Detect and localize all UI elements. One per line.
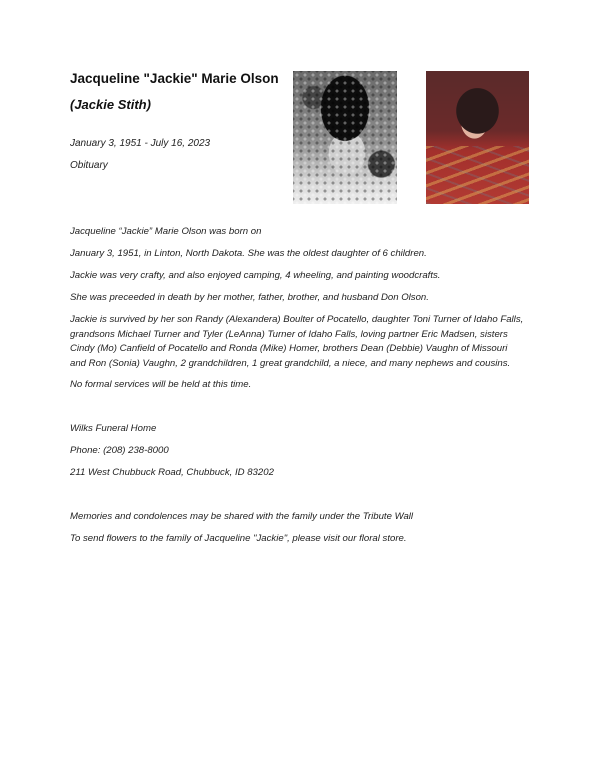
obituary-hobbies: Jackie was very crafty, and also enjoyed camping, 4 wheeling, and painting woodcrafts. — [70, 270, 441, 281]
survived-line: grandsons Michael Turner and Tyler (LeAnna) Turner of Idaho Falls, loving partner Eric Madsen, sisters — [70, 328, 508, 340]
funeral-home-name: Wilks Funeral Home — [70, 423, 157, 434]
deceased-alias: (Jackie Stith) — [70, 97, 151, 112]
funeral-home-address: 211 West Chubbuck Road, Chubbuck, ID 83202 — [70, 467, 274, 478]
floral-store-note: To send flowers to the family of Jacqueline "Jackie", please visit our floral store. — [70, 533, 407, 544]
portrait-photo-black-white — [293, 71, 397, 204]
survived-line: Jackie is survived by her son Randy (Alexandera) Boulter of Pocatello, daughter Toni Turner of Idaho Falls, — [70, 314, 524, 325]
obituary-survived-by — [70, 313, 530, 371]
tribute-wall-note: Memories and condolences may be shared with the family under the Tribute Wall — [70, 511, 414, 522]
obituary-born-intro: Jacqueline “Jackie” Marie Olson was born on — [70, 226, 262, 237]
document-type: Obituary — [70, 160, 108, 171]
deceased-name: Jacqueline "Jackie" Marie Olson — [70, 71, 279, 86]
obituary-services: No formal services will be held at this time. — [70, 379, 252, 390]
survived-line: and Ron (Sonia) Vaughn, 2 grandchildren, 1 great grandchild, a niece, and many nephews and cousins. — [70, 357, 511, 369]
portrait-photo-color — [426, 71, 529, 204]
obituary-birth-details: January 3, 1951, in Linton, North Dakota. She was the oldest daughter of 6 children. — [70, 248, 427, 259]
funeral-home-phone: Phone: (208) 238-8000 — [70, 445, 169, 456]
life-dates: January 3, 1951 - July 16, 2023 — [70, 138, 211, 149]
obituary-preceded: She was preceeded in death by her mother, father, brother, and husband Don Olson. — [70, 292, 429, 303]
survived-line: Cindy (Mo) Canfield of Pocatello and Ronda (Mike) Homer, brothers Dean (Debbie) Vaughn of Missouri — [70, 343, 508, 354]
